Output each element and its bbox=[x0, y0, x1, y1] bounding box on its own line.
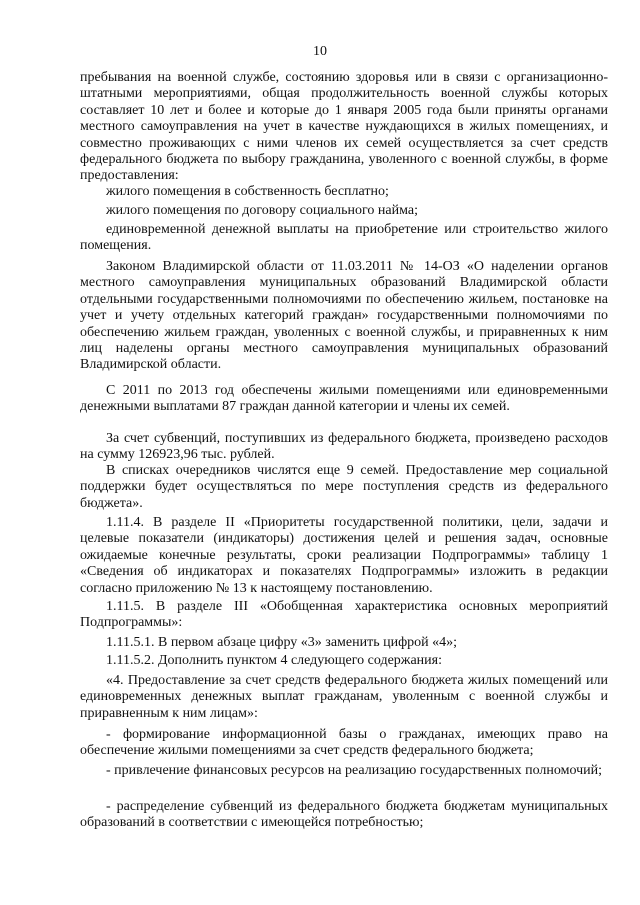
paragraph-item-4: «4. Предоставление за счет средств федерального бюджета жилых помещений или единовременных денежных выплат гражданам, уволенным с военной службы и приравненным к ним лицам»: bbox=[80, 673, 608, 721]
paragraph-continuation: пребывания на военной службе, состоянию здоровья или в связи с организационно-штатными мероприятиями, общая продолжительность военной службы которых составляет 10 лет и более и которые до 1 января 2005 года были приняты органами местного самоуправления на учет в качестве нуждающихся в жилых помещениях, и совместно проживающих с ними членов их семей осуществляется за счет средств федерального бюджета по выбору гражданина, уволенного с военной службы, в форме предоставления: bbox=[80, 70, 608, 184]
paragraph-expenses: За счет субвенций, поступивших из федерального бюджета, произведено расходов на сумму 126923,96 тыс. рублей. bbox=[80, 431, 608, 463]
list-item-ownership: жилого помещения в собственность бесплатно; bbox=[106, 184, 389, 199]
paragraph-section-1-11-5-1: 1.11.5.1. В первом абзаце цифру «3» заменить цифрой «4»; bbox=[106, 635, 458, 650]
document-body bbox=[80, 70, 608, 833]
paragraph-regional-law: Законом Владимирской области от 11.03.2011 № 14-ОЗ «О наделении органов местного самоуправления муниципальных образований Владимирской области отдельными государственными полномочиями по обеспечению жильем, постановке на учет и учету отдельных категорий граждан» государственными полномочиями по обеспечению жильем граждан, уволенных с военной службы, и приравненных к ним лиц наделены органы местного самоуправления муниципальных образований Владимирской области. bbox=[80, 259, 608, 373]
bullet-subvention-distribution: - распределение субвенций из федерального бюджета бюджетам муниципальных образований в соответствии с имеющейся потребностью; bbox=[80, 799, 608, 831]
bullet-financial-resources: - привлечение финансовых ресурсов на реализацию государственных полномочий; bbox=[106, 763, 603, 778]
bullet-info-base: - формирование информационной базы о гражданах, имеющих право на обеспечение жилыми помещениями за счет средств федерального бюджета; bbox=[80, 727, 608, 759]
paragraph-section-1-11-4: 1.11.4. В разделе II «Приоритеты государственной политики, цели, задачи и целевые показатели (индикаторы) достижения целей и решения задач, основные ожидаемые конечные результаты, сроки реализации Подпрограммы» таблицу 1 «Сведения об индикаторах и показателях Подпрограммы» изложить в редакции согласно приложению № 13 к настоящему постановлению. bbox=[80, 515, 608, 596]
paragraph-section-1-11-5-2: 1.11.5.2. Дополнить пунктом 4 следующего содержания: bbox=[106, 653, 442, 668]
paragraph-waiting-list: В списках очередников числятся еще 9 семей. Предоставление мер социальной поддержки будет осуществляться по мере поступления средств из федерального бюджета». bbox=[80, 463, 608, 511]
paragraph-housed-count: С 2011 по 2013 год обеспечены жилыми помещениями или единовременными денежными выплатами 87 граждан данной категории и члены их семей. bbox=[80, 383, 608, 415]
list-item-social-lease: жилого помещения по договору социального найма; bbox=[106, 203, 418, 218]
list-item-lump-sum: единовременной денежной выплаты на приобретение или строительство жилого помещения. bbox=[80, 222, 608, 254]
page-number: 10 bbox=[313, 44, 327, 59]
paragraph-section-1-11-5: 1.11.5. В разделе III «Обобщенная характеристика основных мероприятий Подпрограммы»: bbox=[80, 599, 608, 631]
